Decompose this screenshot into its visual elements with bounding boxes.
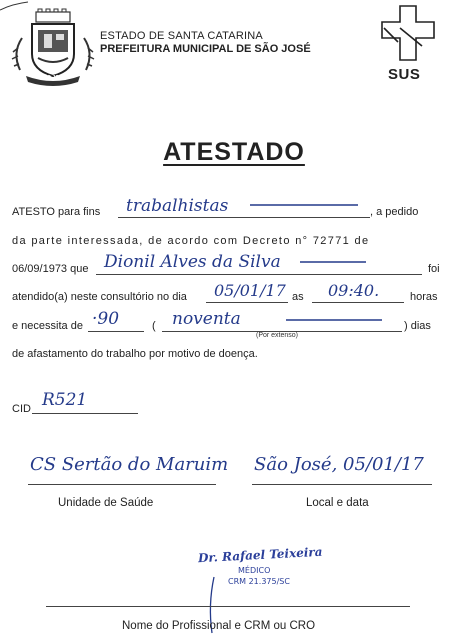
stamp-crm: CRM 21.375/SC	[228, 577, 290, 586]
date-underline	[206, 302, 288, 303]
crest-banner-text: SÃO JOSÉ	[40, 75, 66, 81]
purpose-underline	[118, 217, 370, 218]
text-atendido: atendido(a) neste consultório no dia	[12, 291, 187, 303]
time-handwriting: 09:40.	[328, 281, 380, 300]
municipal-crest-logo	[8, 8, 98, 88]
text-date-decree: 06/09/1973 que	[12, 263, 89, 275]
cid-underline	[32, 413, 138, 414]
date-handwriting: 05/01/17	[214, 281, 286, 300]
hint-por-extenso: (Por extenso)	[256, 332, 299, 339]
text-foi: foi	[428, 263, 440, 275]
time-underline	[312, 302, 404, 303]
days-number-handwriting: ·90	[92, 309, 120, 329]
purpose-dash-stroke	[250, 202, 360, 208]
place-date-handwriting: São José, 05/01/17	[254, 454, 424, 475]
unit-signature-handwriting: CS Sertão do Maruim	[30, 454, 229, 475]
patient-name-underline	[96, 274, 422, 275]
cid-handwriting: R521	[42, 390, 88, 410]
sus-logo	[378, 4, 440, 88]
purpose-handwriting: trabalhistas	[126, 196, 229, 216]
days-number-underline	[88, 331, 144, 332]
text-horas: horas	[410, 291, 438, 303]
stamp-role: MÉDICO	[238, 566, 271, 575]
document-title: ATESTADO	[163, 138, 305, 166]
unit-underline	[28, 484, 216, 485]
sus-label: SUS	[388, 66, 421, 83]
header-state: ESTADO DE SANTA CATARINA	[100, 30, 263, 42]
place-date-label: Local e data	[306, 497, 369, 509]
text-open-paren: (	[152, 320, 156, 332]
patient-name-handwriting: Dionil Alves da Silva	[104, 252, 281, 272]
text-necessita: e necessita de	[12, 320, 83, 332]
sus-cross-icon	[378, 4, 440, 64]
text-dias: ) dias	[404, 320, 431, 332]
professional-label: Nome do Profissional e CRM ou CRO	[122, 620, 316, 632]
days-words-handwriting: noventa	[172, 309, 241, 329]
place-date-underline	[252, 484, 432, 485]
professional-underline	[46, 606, 410, 607]
text-as: as	[292, 291, 304, 303]
days-words-dash-stroke	[286, 317, 386, 323]
header-prefecture: PREFEITURA MUNICIPAL DE SÃO JOSÉ	[100, 43, 311, 55]
unit-label: Unidade de Saúde	[58, 497, 154, 509]
patient-name-dash-stroke	[300, 259, 370, 265]
cid-label: CID	[12, 403, 31, 415]
stamp-name: Dr. Rafael Teixeira	[197, 544, 323, 566]
text-afastamento: de afastamento do trabalho por motivo de doença.	[12, 348, 258, 360]
text-a-pedido: , a pedido	[370, 206, 419, 218]
text-atesto: ATESTO para fins	[12, 206, 101, 218]
text-decreto: da parte interessada, de acordo com Decreto n° 72771 de	[12, 235, 370, 247]
